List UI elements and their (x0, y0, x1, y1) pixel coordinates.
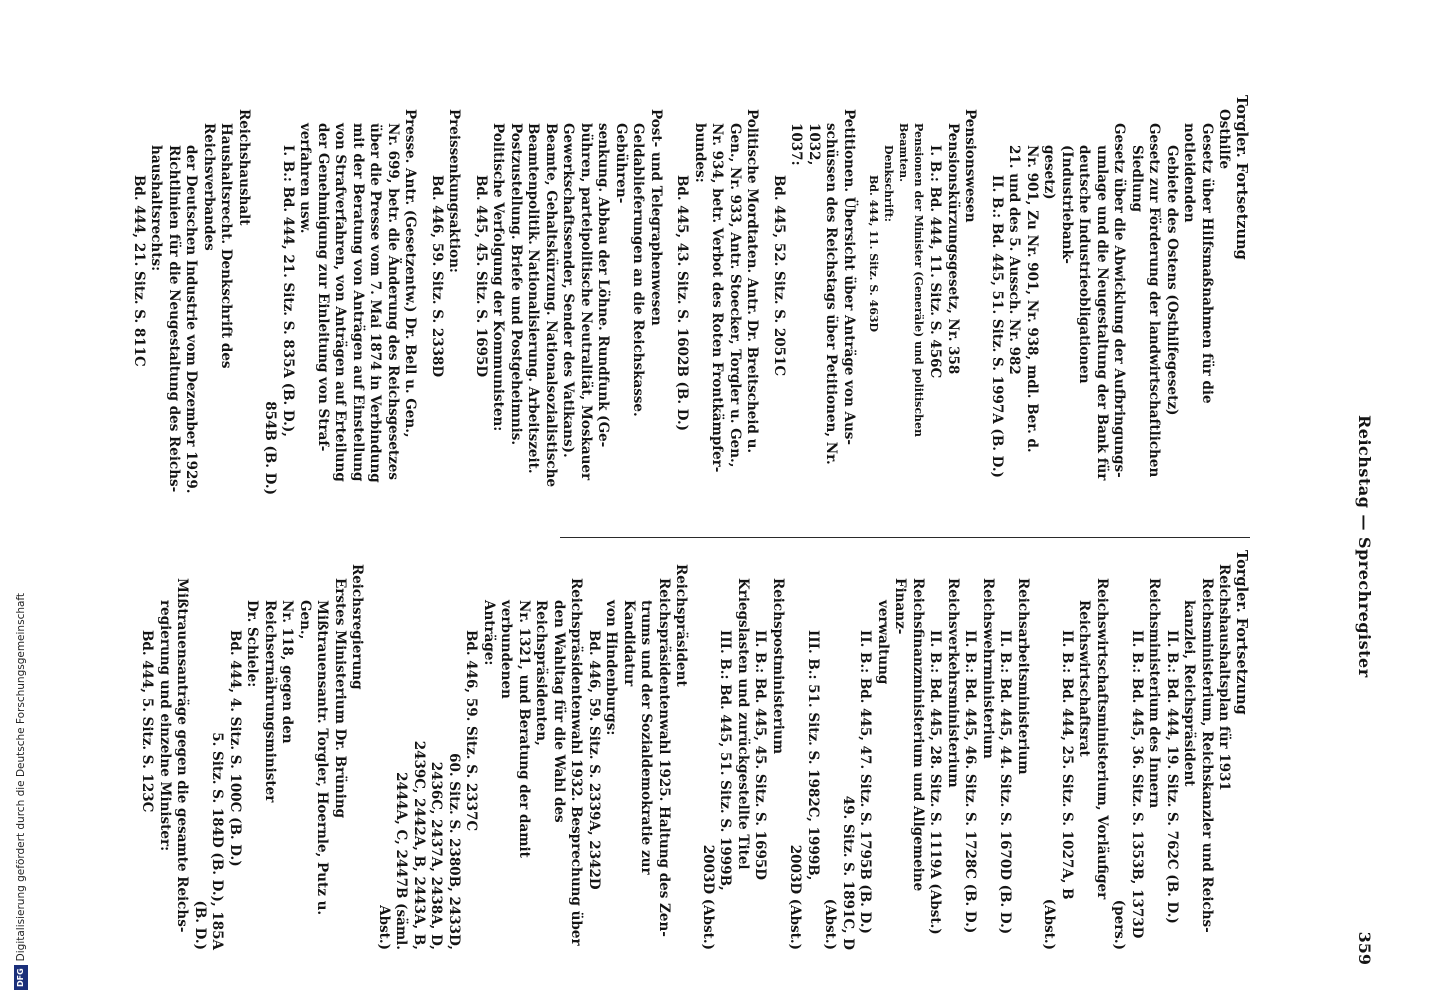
register-entry: Nr. 118, gegen den Reichsernährungsminister (262, 600, 296, 803)
register-entry: Gen., Nr. 933, Antr. Stoecker, Torgler u. Gen., (727, 123, 743, 468)
register-entry: (Abst.) (1041, 898, 1058, 950)
page-number: 359 (1355, 931, 1374, 965)
register-entry: 60. Sitz. S. 2380B, 2433D, (446, 753, 462, 950)
register-entry: Bd. 444, 11. Sitz. S. 463D (867, 175, 880, 333)
register-entry: Siedlung (1129, 145, 1145, 213)
register-entry: III. B.: 51. Sitz. S. 1982C, 1999B, (805, 630, 821, 881)
register-entry: Reichshaushalt (236, 109, 252, 226)
register-entry: bundes: (692, 123, 708, 183)
footer-text: Digitalisierung gefördert durch die Deutsche Forschungsgemeinschaft (15, 592, 27, 962)
register-entry: (B. D.) (192, 900, 208, 950)
register-entry: Gewerkschaftssender, Sender des Vatikans). (560, 123, 577, 458)
register-entry: Post- und Telegraphenwesen (648, 109, 664, 326)
register-entry: Nr. 1321, und Beratung der damit verbundenen (498, 600, 532, 858)
register-entry: 21. und des 5. Aussch. Nr. 982 (1006, 145, 1023, 375)
register-entry: Nr. 901, Zu Nr. 901, Nr. 938, mdl. Ber. d. (1024, 145, 1040, 453)
register-entry: Haushaltsrecht. Denkschrift des Reichsverbandes (201, 123, 235, 369)
register-entry: II. B.: Bd. 445, 51. Sitz. S. 1997A (B. D.) (989, 175, 1005, 478)
entry-gap (979, 95, 988, 495)
register-entry: der Genehmigung zur Einleitung von Straf- (315, 123, 331, 452)
register-entry: Bd. 445, 45. Sitz. S. 1695D (473, 175, 489, 378)
register-entry: verfahren usw. (297, 123, 314, 234)
register-entry: von Strafverfahren, von Anträgen auf Erteilung (332, 123, 349, 482)
page-title: Reichstag — Sprechregister (1355, 415, 1374, 678)
register-entry: Reichsministerium des Innern (1146, 578, 1163, 809)
register-entry: Pensionswesen (962, 109, 979, 223)
register-entry: II. B.: Bd. 445, 46. Sitz. S. 1728C (B. D.) (962, 630, 979, 934)
register-entry: Postzustellung. Briefe und Postgeheimnis. (508, 123, 524, 446)
column-divider (560, 537, 1250, 538)
register-entry: Dr. Schiele: (244, 600, 261, 688)
register-heading: Torgler. Fortsetzung (1233, 95, 1250, 260)
register-entry: Reichspräsident (673, 564, 690, 687)
rotated-page (130, 95, 1380, 975)
register-entry: senkung. Abbau der Löhne. Rundfunk (Ge- (595, 123, 612, 448)
register-entry: Reichsarbeitsministerium (1015, 578, 1031, 775)
entry-gap (664, 95, 673, 495)
register-entry: 5. Sitz. S. 184D (B. D.), 185A (209, 732, 226, 950)
register-entry: kanzlei, Reichspräsident (1181, 600, 1198, 787)
footer (14, 593, 28, 990)
register-entry: verwaltung (875, 600, 891, 685)
register-entry: 854B (B. D.) (262, 401, 279, 495)
register-entry: umlage und die Neugestaltung der Bank für (1094, 145, 1110, 481)
register-entry: Osthilfe (1216, 109, 1233, 170)
page-header (1346, 95, 1380, 975)
register-entry: II. B.: Bd. 445, 36. Sitz. S. 1353B, 1373D (1129, 630, 1145, 939)
register-entry: Bd. 445, 52. Sitz. S. 2051C (771, 175, 787, 377)
register-entry: 2003D (Abst.) (787, 844, 804, 950)
entry-gap (252, 95, 261, 495)
register-entry: Bd. 444, 4. Sitz. S. 100C (B. D.) (227, 630, 243, 867)
register-entry: I. B.: Bd. 444, 11. Sitz. S. 456C (927, 145, 944, 379)
register-entry: über die Presse vom 7. Mai 1874 in Verbindung (367, 123, 384, 483)
register-entry: II. B.: Bd. 445, 45. Sitz. S. 1695D (752, 630, 769, 880)
register-entry: II. B.: Bd. 444, 19. Sitz. S. 762C (B. D.) (1164, 630, 1180, 924)
register-entry: II. B.: Bd. 445, 28. Sitz. S. 1119A (Abst.) (927, 630, 944, 935)
register-entry: bühren, parteipolitische Neutralität, Moskauer (578, 123, 594, 481)
register-entry: 2444A, C, 2447B (säml. (393, 772, 410, 950)
register-entry: Mißtrauensanträge gegen die gesamte Reichs- (174, 578, 191, 933)
register-entry: Bd. 444, 21. Sitz. S. 811C (131, 175, 147, 367)
register-entry: deutsche Industrieobligationen (Industriebank- (1059, 145, 1093, 384)
register-entry: 2439C, 2442A, B, 2443A, B, (411, 740, 427, 950)
entry-gap (1031, 550, 1040, 950)
register-entry: schüssen des Reichstags über Petitionen, Nr. 1032, (806, 123, 840, 465)
register-entry: II. B.: Bd. 445, 44. Sitz. S. 1670D (B. D.) (997, 630, 1014, 935)
register-entry: Erstes Ministerium Dr. Brüning (332, 578, 348, 819)
register-entry: regierung und einzelne Minister: (157, 600, 173, 852)
register-entry: Presse. Antr. (Gesetzentw.) Dr. Bell u. Gen., (402, 109, 419, 438)
register-entry: (Abst.) (822, 898, 839, 950)
right-column (138, 550, 1250, 950)
register-entry: Kriegslasten und zurückgestellte Titel (735, 578, 751, 870)
register-entry: Bd. 446, 59. Sitz. S. 2337C (463, 630, 480, 832)
register-entry: Preissenkungsaktion: (446, 109, 463, 273)
register-entry: Pensionskürzungsgesetz, Nr. 358 (945, 123, 961, 375)
register-entry: Reichspostministerium (770, 578, 786, 754)
register-entry: Reichsfinanzministerium und Allgemeine Finanz- (892, 578, 926, 892)
register-entry: Gesetz über Hilfsmaßnahmen für die notleidenden (1181, 123, 1215, 404)
register-heading: Torgler. Fortsetzung (1233, 550, 1250, 715)
entry-gap (690, 550, 699, 950)
register-entry: Politische Verfolgung der Kommunisten: (490, 123, 507, 432)
register-entry: trums und der Sozialdemokratie zur Kandidatur (621, 600, 655, 875)
register-entry: mit der Beratung von Anträgen auf Einstellung (350, 123, 366, 482)
register-entry: Abst.) (376, 905, 392, 950)
register-entry: Bd. 445, 43. Sitz. S. 1602B (B. D.) (674, 175, 691, 432)
register-entry: Geldablieferungen an die Reichskasse. Gebühren- (613, 123, 647, 417)
register-entry: Reichswirtschaftsrat (1076, 600, 1093, 757)
register-entry: II. B.: Bd. 444, 25. Sitz. S. 1027A, B (1059, 630, 1075, 900)
register-entry: Reichsregierung (349, 564, 366, 690)
register-entry: 2003D (Abst.) (700, 844, 716, 950)
register-entry: Gesetz zur Förderung der landwirtschaftlichen (1146, 123, 1163, 478)
register-entry: Bd. 446, 59. Sitz. S. 2338D (429, 175, 445, 378)
register-entry: Anträge: (481, 600, 497, 666)
register-entry: 1037: (788, 123, 805, 166)
entry-gap (366, 550, 375, 950)
entry-gap (761, 95, 770, 495)
register-entry: Gesetz über die Abwicklung der Aufbringungs- (1111, 123, 1128, 478)
register-entry: Beamtenpolitik. Nationalisierung. Arbeitszeit. (525, 123, 542, 474)
register-entry: Reichswirtschaftsministerium, Vorläufiger (1094, 578, 1110, 900)
register-entry: 49. Sitz. S. 1891C, D (840, 795, 856, 950)
register-entry: Pensionen der Minister (Generäle) und politischen Beamten. (897, 123, 925, 438)
register-entry: Beamte, Gehaltskürzung. Nationalsozialistische (543, 123, 559, 488)
register-entry: der Deutschen Industrie vom Dezember 1929. (183, 145, 200, 494)
register-entry: I. B.: Bd. 444, 21. Sitz. S. 835A (B. D.), (280, 145, 296, 437)
register-entry: (pers.) (1111, 899, 1128, 950)
register-entry: II. B.: Bd. 445, 47. Sitz. S. 1795B (B. D.) (857, 630, 874, 934)
left-column (130, 95, 1251, 495)
entry-gap (419, 95, 428, 495)
entry-gap (463, 95, 472, 495)
register-entry: III. B.: Bd. 445, 51. Sitz. S. 1999B, (717, 630, 734, 891)
register-entry: Reichshaushaltsplan für 1931 (1216, 564, 1233, 791)
register-entry: Mißtrauensantr. Torgler, Hoernle, Putz u. Gen., (297, 600, 331, 916)
register-entry: haushaltsrechts: (148, 145, 165, 272)
register-entry: den Wahltag für die Wahl des Reichspräsidenten, (533, 600, 567, 823)
dfg-logo: DFG (14, 965, 28, 990)
register-entry: Politische Mordtaten. Antr. Dr. Breitscheid u. (744, 109, 761, 454)
register-entry: gesetz) (1041, 145, 1058, 200)
register-entry: Reichspräsidentenwahl 1925. Haltung des Zen- (656, 578, 672, 937)
register-entry: Bd. 444, 5. Sitz. S. 123C (139, 630, 156, 813)
register-entry: Nr. 699, betr. die Änderung des Reichsgesetzes (385, 123, 401, 480)
register-entry: Reichswehrministerium (980, 578, 996, 759)
register-entry: Gebiete des Ostens (Osthilfegesetz) (1164, 145, 1180, 416)
register-entry: von Hindenburgs: (603, 600, 620, 736)
register-entry: Richtlinien für die Neugestaltung des Reichs- (166, 145, 182, 493)
register-entry: Reichsverkehrsministerium (945, 578, 961, 788)
register-entry: Denkschrift: (882, 145, 895, 222)
register-entry: Petitionen. Übersicht über Anträge von Aus- (841, 109, 857, 445)
register-entry: Nr. 934, betr. Verbot des Roten Frontkämpfer- (709, 123, 726, 473)
register-entry: Reichspräsidentenwahl 1932. Besprechung über (568, 578, 585, 946)
register-entry: Bd. 446, 59. Sitz. S. 2339A, 2342D (586, 630, 602, 890)
entry-gap (857, 95, 866, 495)
register-entry: 2436C, 2437A, 2438A, D, (428, 761, 445, 950)
register-entry: Reichsministerium, Reichskanzler und Reichs- (1199, 578, 1215, 933)
